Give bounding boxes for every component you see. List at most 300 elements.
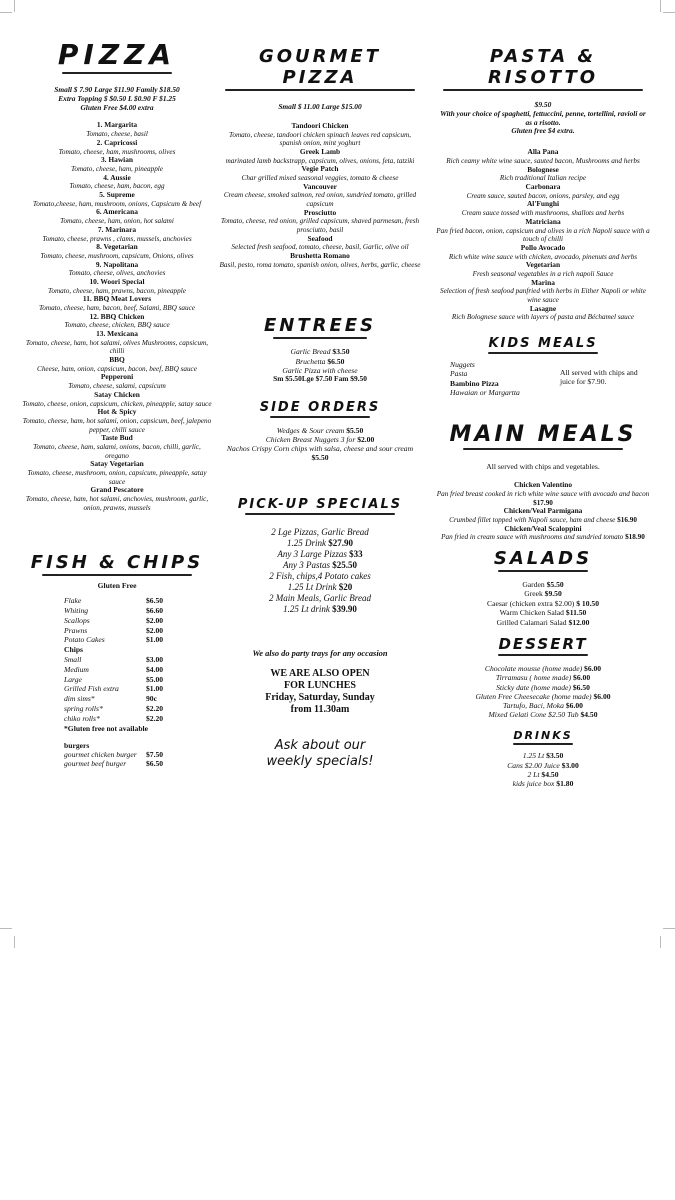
item-price: $1.80: [556, 778, 574, 788]
list-item: [218, 435, 422, 444]
info-section: [218, 649, 422, 770]
item-desc: Tomato, cheese, ham, hot salami, onion, capsicum, beef, jalepeno pepper, chilli sauce: [22, 417, 212, 434]
item-name: Lasagne: [529, 303, 557, 313]
item-label: Nachos Crispy Corn chips with salsa, cheese and sour cream: [226, 444, 414, 454]
table-row: [64, 759, 163, 769]
gourmet-prices: Small $ 11.00 Large $15.00: [278, 102, 362, 111]
menu-item: [22, 313, 212, 330]
pasta-price: $9.50: [534, 100, 552, 109]
list-item: [436, 761, 650, 770]
item-name: 8. Vegetarian: [96, 242, 138, 252]
list-item: [436, 770, 650, 779]
item-desc: Pan fried bacon, onion, capsicum and olives in a rich Napoli sauce with a touch of chilli: [436, 226, 650, 244]
item-price: $4.50: [541, 769, 559, 779]
item-desc: Tomato, cheese, ham, salami, onions, bacon, chilli, garlic, oregano: [33, 443, 201, 460]
table-row: [64, 655, 163, 665]
list-item: [436, 692, 650, 701]
item-label: Chicken Breast Nuggets 3 for: [265, 434, 358, 444]
menu-item: [22, 156, 212, 173]
menu-item: [436, 279, 650, 305]
item-desc: Tomato, cheese, onion, capsicum, chicken, pineapple, satay sauce: [22, 399, 212, 408]
burger-table: [64, 750, 163, 770]
list-item: [436, 779, 650, 788]
item-price: $3.00: [146, 654, 164, 664]
pickup-item: [218, 538, 422, 549]
menu-item: [436, 166, 650, 183]
item-desc: Tomato, cheese, ham, mushrooms, olives: [58, 147, 176, 156]
item-label: Garlic Pizza with cheese: [282, 365, 358, 375]
item-label: chiko rolls*: [64, 713, 100, 723]
item-desc: Tomato, cheese, prawns , clams, mussels, anchovies: [42, 234, 192, 243]
pickup-item: [218, 582, 422, 593]
item-desc: Cream sauce, sauted bacon, onions, parsley, and egg: [466, 191, 620, 200]
menu-item: [218, 235, 422, 252]
drinks-title: DRINKS: [513, 729, 573, 743]
item-price: $6.60: [146, 605, 164, 615]
pickup-price: $27.90: [328, 537, 353, 548]
menu-item: [22, 121, 212, 138]
kids-item: Pasta: [450, 369, 468, 379]
menu-item: [22, 486, 212, 512]
menu-item: [22, 391, 212, 408]
item-desc: Tomato, cheese, tandoori chicken spinach leaves red capsicum, spanish onion, mint yoghurt: [229, 130, 411, 148]
table-row: [64, 704, 163, 714]
item-desc: Tomato, cheese, chicken, BBQ sauce: [64, 321, 170, 330]
menu-item: [436, 200, 650, 217]
table-row: [64, 596, 163, 606]
item-desc: Selected fresh seafood, tomato, cheese, basil, Garlic, olive oil: [231, 243, 409, 252]
item-price: $6.50: [327, 356, 345, 366]
item-desc: Rich white wine sauce with chicken, avocado, pinenuts and herbs: [448, 252, 638, 261]
item-price: $6.50: [572, 682, 590, 692]
kids-title: KIDS MEALS: [488, 335, 598, 351]
dessert-list: [436, 664, 650, 719]
item-name: 5. Supreme: [99, 189, 135, 199]
item-price: $5.00: [146, 674, 164, 684]
table-row: [64, 645, 163, 655]
menu-item: [218, 252, 422, 269]
item-price: $5.50: [346, 425, 364, 435]
garlic-pizza-sizes: Sm $5.50Lge $7.50 Fam $9.50: [273, 373, 367, 383]
item-label: spring rolls*: [64, 703, 103, 713]
pizza-section: [22, 38, 212, 512]
pizza-list: [22, 121, 212, 512]
item-desc: Tomato, cheese, ham, pineapple: [71, 164, 163, 173]
pickup-text: 2 Lge Pizzas, Garlic Bread: [271, 526, 369, 537]
item-desc: Tomato, cheese, red onion, grilled capsicum, shaved parmesan, fresh prosciutto, basil: [220, 217, 420, 234]
table-row: [64, 675, 163, 685]
item-desc: Crumbed fillet topped with Napoli sauce, ham and cheese $16.90: [449, 516, 637, 525]
item-name: 10. Woori Special: [89, 276, 145, 286]
item-label: Large: [64, 674, 82, 684]
item-price: $2.00: [146, 615, 164, 625]
menu-item: [218, 183, 422, 209]
dessert-title: DESSERT: [498, 635, 588, 654]
item-desc: Basil, pesto, roma tomato, spanish onion, olives, herbs, garlic, cheese: [219, 260, 421, 269]
item-price: 90c: [146, 694, 157, 704]
menu-item: [218, 209, 422, 235]
item-label: kids juice box: [512, 778, 557, 788]
table-row: [64, 606, 163, 616]
item-name: 12. BBQ Chicken: [89, 311, 145, 321]
title-underline: [488, 352, 598, 354]
item-label: Whiting: [64, 605, 89, 615]
item-price: $5.50: [311, 453, 329, 463]
item-label: Mixed Gelati Cone $2.50 Tub: [488, 710, 581, 720]
item-name: Taste Bud: [101, 433, 133, 443]
column-left: [22, 38, 212, 769]
item-desc: Cream sauce tossed with mushrooms, shallots and herbs: [461, 209, 625, 218]
item-name: Seafood: [307, 233, 333, 243]
item-desc: Tomato, cheese, ham, onion, hot salami: [60, 217, 174, 226]
item-desc: Rich ceamy white wine sauce, sauted bacon, Mushrooms and herbs: [446, 156, 640, 165]
price-line: Small $ 7.90 Large $11.90 Family $18.50: [54, 85, 180, 94]
list-item: [436, 589, 650, 598]
pickup-item: [218, 593, 422, 604]
crop-mark: [660, 0, 661, 12]
item-desc: Tomato, cheese, salami, capsicum: [68, 382, 166, 391]
main-item: [436, 481, 650, 507]
list-item: [436, 618, 650, 627]
item-label: gourmet beef burger: [64, 759, 127, 769]
item-name: Carbonara: [525, 181, 561, 191]
fish-table: [64, 596, 163, 723]
sides-list: [218, 426, 422, 463]
pickup-item: [218, 571, 422, 582]
main-item: [436, 507, 650, 524]
main-list: [436, 481, 650, 542]
menu-item: [22, 174, 212, 191]
fish-section: [22, 552, 212, 769]
item-price: $2.00: [357, 434, 375, 444]
pickup-section: [218, 497, 422, 615]
item-name: BBQ: [109, 355, 125, 365]
item-desc: Char grilled mixed seasonal veggies, tomato & cheese: [241, 173, 399, 182]
kids-note: All served with chips and juice for $7.90.: [560, 367, 638, 387]
main-title: MAIN MEALS: [449, 421, 637, 447]
drinks-list: [436, 751, 650, 788]
menu-item: [436, 244, 650, 261]
pasta-list: [436, 148, 650, 322]
pickup-item: [218, 560, 422, 571]
item-label: Greek: [524, 589, 545, 599]
item-name: Satay Vegetarian: [90, 459, 144, 469]
item-desc: Rich traditional Italian recipe: [499, 174, 587, 183]
pickup-item: [218, 527, 422, 538]
crop-mark: [663, 12, 675, 13]
item-label: Caesar (chicken extra $2.00): [487, 598, 577, 608]
pickup-price: $33: [349, 548, 363, 559]
main-section: [436, 422, 650, 542]
pasta-gluten: Gluten free $4 extra.: [511, 126, 575, 136]
gourmet-list: [218, 122, 422, 270]
list-item: [436, 580, 650, 589]
gourmet-section: [218, 46, 422, 269]
item-label: gourmet chicken burger: [64, 749, 137, 759]
kids-section: [436, 336, 650, 400]
item-name: Chicken/Veal Scaloppini: [504, 523, 582, 533]
item-label: dim sims*: [64, 694, 95, 704]
item-price: $12.00: [568, 617, 590, 627]
pickup-title: PICK-UP SPECIALS: [237, 496, 403, 512]
pickup-price: $39.90: [332, 603, 357, 614]
item-name: Bolognese: [527, 164, 559, 174]
pasta-section: [436, 46, 650, 322]
item-label: Potato Cakes: [64, 635, 105, 645]
menu-item: [22, 295, 212, 312]
list-item: [436, 683, 650, 692]
item-name: Al'Funghi: [526, 199, 560, 209]
item-price: $17.90: [533, 498, 553, 507]
item-name: 2. Capricossi: [96, 137, 138, 147]
item-label: Small: [64, 654, 82, 664]
pizza-title: PIZZA: [57, 38, 177, 71]
item-price: $7.50: [146, 749, 164, 759]
crop-mark: [14, 0, 15, 12]
item-price: $4.50: [580, 710, 598, 720]
ask-about: Ask about our: [274, 737, 366, 753]
item-name: 9. Napolitana: [95, 259, 139, 269]
item-price: $ 10.50: [576, 598, 599, 608]
item-label: 2 Lt: [527, 769, 542, 779]
item-price: $6.00: [565, 700, 583, 710]
table-row: [64, 684, 163, 694]
pickup-text: 1.25 Drink: [287, 537, 329, 548]
item-price: $9.50: [544, 589, 562, 599]
item-name: Pollo Avocado: [520, 242, 566, 252]
pickup-text: Any 3 Pastas: [283, 559, 333, 570]
item-price: $6.00: [593, 691, 611, 701]
pasta-title: PASTA & RISOTTO: [487, 46, 599, 88]
pickup-list: [218, 527, 422, 615]
list-item: [218, 426, 422, 435]
main-item: [436, 525, 650, 542]
fish-subtitle: Gluten Free: [97, 581, 137, 591]
menu-item: [218, 165, 422, 182]
item-label: Medium: [64, 664, 89, 674]
menu-item: [22, 261, 212, 278]
item-desc: Tomato, cheese, ham, hot salami, anchovies, mushroom, garlic, onion, prawns, mussels: [25, 494, 209, 512]
salads-list: [436, 580, 650, 627]
item-name: Hot & Spicy: [97, 407, 137, 417]
weekly-specials: weekly specials!: [266, 753, 374, 769]
item-price: $3.00: [561, 760, 579, 770]
price-line: Extra Topping $ $0.50 L $0.90 F $1.25: [58, 93, 176, 103]
item-price: $6.50: [146, 596, 164, 606]
menu-item: [22, 460, 212, 486]
menu-item: [22, 373, 212, 390]
item-price: $1.00: [146, 684, 164, 694]
menu-item: [22, 434, 212, 460]
menu-item: [22, 208, 212, 225]
party-trays: We also do party trays for any occasion: [252, 648, 388, 658]
crop-mark: [14, 936, 15, 948]
menu-item: [436, 305, 650, 322]
item-desc: Tomato, cheese, ham, hot salami, olives Mushrooms, capsicum, chilli: [25, 338, 209, 356]
item-label: Flake: [64, 596, 82, 606]
menu-item: [22, 330, 212, 356]
gourmet-title: GOURMET PIZZA: [258, 46, 382, 88]
item-label: Grilled Fish extra: [64, 684, 119, 694]
item-price: $3.50: [332, 347, 350, 357]
item-price: $2.00: [146, 625, 164, 635]
open-line: FOR LUNCHES: [284, 679, 356, 691]
item-price: $6.00: [584, 664, 602, 674]
title-underline: [42, 574, 192, 576]
kids-block: [436, 360, 650, 400]
table-row: [64, 665, 163, 675]
item-desc: Cream cheese, smoked salmon, red onion, sundried tomato, grilled capsicum: [223, 191, 417, 208]
pickup-text: 2 Fish, chips,4 Potato cakes: [269, 570, 371, 581]
price-line: Gluten Free $4.00 extra: [80, 102, 154, 112]
item-name: Brushetta Romano: [290, 250, 350, 260]
item-price: $11.50: [565, 608, 587, 618]
menu-item: [436, 261, 650, 278]
salads-title: SALADS: [493, 548, 593, 570]
item-label: Gluten Free Cheesecake (home made): [475, 691, 594, 701]
kids-list: [450, 360, 520, 398]
pickup-price: $20: [338, 581, 353, 592]
list-item: [436, 608, 650, 617]
item-price: $16.90: [617, 516, 637, 525]
item-name: Tandoori Chicken: [291, 120, 349, 130]
menu-item: [22, 139, 212, 156]
open-line: Friday, Saturday, Sunday: [265, 691, 375, 703]
list-item: [218, 444, 422, 462]
item-name: Chicken Valentino: [513, 480, 573, 490]
item-label: Cans $2.00 Juice: [507, 760, 562, 770]
item-name: Vancouver: [303, 181, 337, 191]
menu-item: [218, 122, 422, 148]
item-name: Prosciutto: [303, 207, 337, 217]
item-name: Vegie Patch: [301, 164, 339, 174]
menu-item: [436, 183, 650, 200]
list-item: [436, 599, 650, 608]
item-price: $2.20: [146, 713, 164, 723]
gluten-note: *Gluten free not available: [64, 723, 149, 733]
item-desc: Tomato, cheese, olives, anchovies: [68, 269, 166, 278]
item-price: $18.90: [625, 533, 645, 542]
item-label: 1.25 Lt: [522, 751, 547, 761]
burgers-heading: burgers: [64, 740, 90, 750]
item-desc: Tomato, cheese, mushroom, onion, capsicum, pineapple, satay sauce: [27, 469, 207, 486]
menu-item: [22, 356, 212, 373]
list-item: [436, 701, 650, 710]
item-name: 13. Mexicana: [96, 329, 138, 339]
table-row: [64, 714, 163, 724]
table-row: [64, 694, 163, 704]
item-desc: marinated lamb backstrapp, capsicum, olives, onions, feta, tatziki: [225, 156, 415, 165]
pickup-text: 1.25 Lt Drink: [287, 581, 339, 592]
menu-item: [436, 218, 650, 244]
table-row: [64, 635, 163, 645]
item-desc: Selection of fresh seafood panfried with herbs in Either Napoli or white wine sauce: [440, 287, 646, 304]
menu-item: [22, 278, 212, 295]
menu-item: [22, 243, 212, 260]
item-price: $4.00: [146, 664, 164, 674]
crop-mark: [663, 928, 675, 929]
item-label: Chocolate mousse (home made): [484, 664, 585, 674]
chips-heading: Chips: [64, 645, 83, 655]
item-desc: Tomato, cheese, mushroom, capsicum, Onions, olives: [40, 251, 194, 260]
item-label: Tartufo, Baci, Moka: [503, 700, 566, 710]
kids-item: Nuggets: [450, 359, 475, 369]
item-name: Greek Lamb: [299, 146, 341, 156]
item-price: $5.50: [546, 580, 564, 590]
salads-section: [436, 548, 650, 627]
pickup-item: [218, 549, 422, 560]
item-desc: Tomato, cheese, ham, prawns, bacon, pineapple: [48, 286, 186, 295]
pizza-prices: [22, 86, 212, 112]
entrees-section: [218, 315, 422, 383]
entrees-title: ENTREES: [263, 315, 377, 337]
item-name: Grand Pescatore: [90, 485, 144, 495]
item-name: 4. Aussie: [103, 172, 131, 182]
item-name: 6. Americana: [96, 207, 138, 217]
item-desc: Fresh seasonal vegetables in a rich napoli Sauce: [472, 269, 614, 278]
crop-mark: [0, 12, 12, 13]
item-desc: Pan fried breast cooked in rich white wine sauce with avocado and bacon $17.90: [436, 490, 650, 507]
kids-item: Hawaian or Margartta: [450, 388, 520, 398]
item-label: Warm Chicken Salad: [499, 608, 566, 618]
crop-mark: [0, 928, 12, 929]
item-name: 3. Hawian: [100, 155, 134, 165]
menu-item: [22, 191, 212, 208]
item-desc: Pan fried in cream sauce with mushrooms and sundried tomato $18.90: [441, 533, 645, 542]
item-price: $6.00: [573, 673, 591, 683]
entrees-list: [218, 347, 422, 375]
menu-item: [22, 408, 212, 434]
item-name: 7. Marinara: [97, 224, 137, 234]
menu-item: [218, 148, 422, 165]
list-item: [218, 347, 422, 356]
list-item: [436, 751, 650, 760]
list-item: [436, 664, 650, 673]
menu-item: [22, 226, 212, 243]
drinks-section: [436, 729, 650, 788]
item-name: Alla Pana: [527, 147, 559, 157]
item-label: Wedges & Sour cream: [276, 425, 347, 435]
item-desc: Tomato, cheese, basil: [86, 130, 148, 139]
menu-item: [436, 148, 650, 165]
sides-section: [218, 400, 422, 463]
list-item: [436, 710, 650, 719]
item-name: 1. Margarita: [96, 120, 138, 130]
item-price: $3.50: [546, 751, 564, 761]
table-row: [64, 626, 163, 636]
item-desc: Tomato,cheese, ham, mushroom, onions, Capsicum & beef: [32, 199, 202, 208]
sides-title: SIDE ORDERS: [259, 399, 381, 415]
crop-mark: [660, 936, 661, 948]
item-name: Satay Chicken: [94, 389, 140, 399]
item-label: Sticky date (home made): [496, 682, 573, 692]
item-name: Pepperoni: [100, 372, 134, 382]
item-desc: Tomato, cheese, ham, bacon, egg: [69, 182, 165, 191]
item-label: Prawns: [64, 625, 88, 635]
list-item: [436, 673, 650, 682]
list-item: [218, 357, 422, 366]
item-desc: Cheese, ham, onion, capsicum, bacon, beef, BBQ sauce: [37, 364, 197, 373]
fish-title: FISH & CHIPS: [30, 552, 204, 574]
table-row: [64, 616, 163, 626]
main-note: All served with chips and vegetables.: [486, 461, 600, 471]
item-label: Garlic Bread: [290, 347, 333, 357]
column-right: [436, 38, 650, 788]
item-price: $6.50: [146, 759, 164, 769]
item-desc: Tomato, cheese, ham, bacon, beef, Salami, BBQ sauce: [38, 304, 196, 313]
open-line: from 11.30am: [290, 703, 350, 715]
item-price: $2.20: [146, 703, 164, 713]
